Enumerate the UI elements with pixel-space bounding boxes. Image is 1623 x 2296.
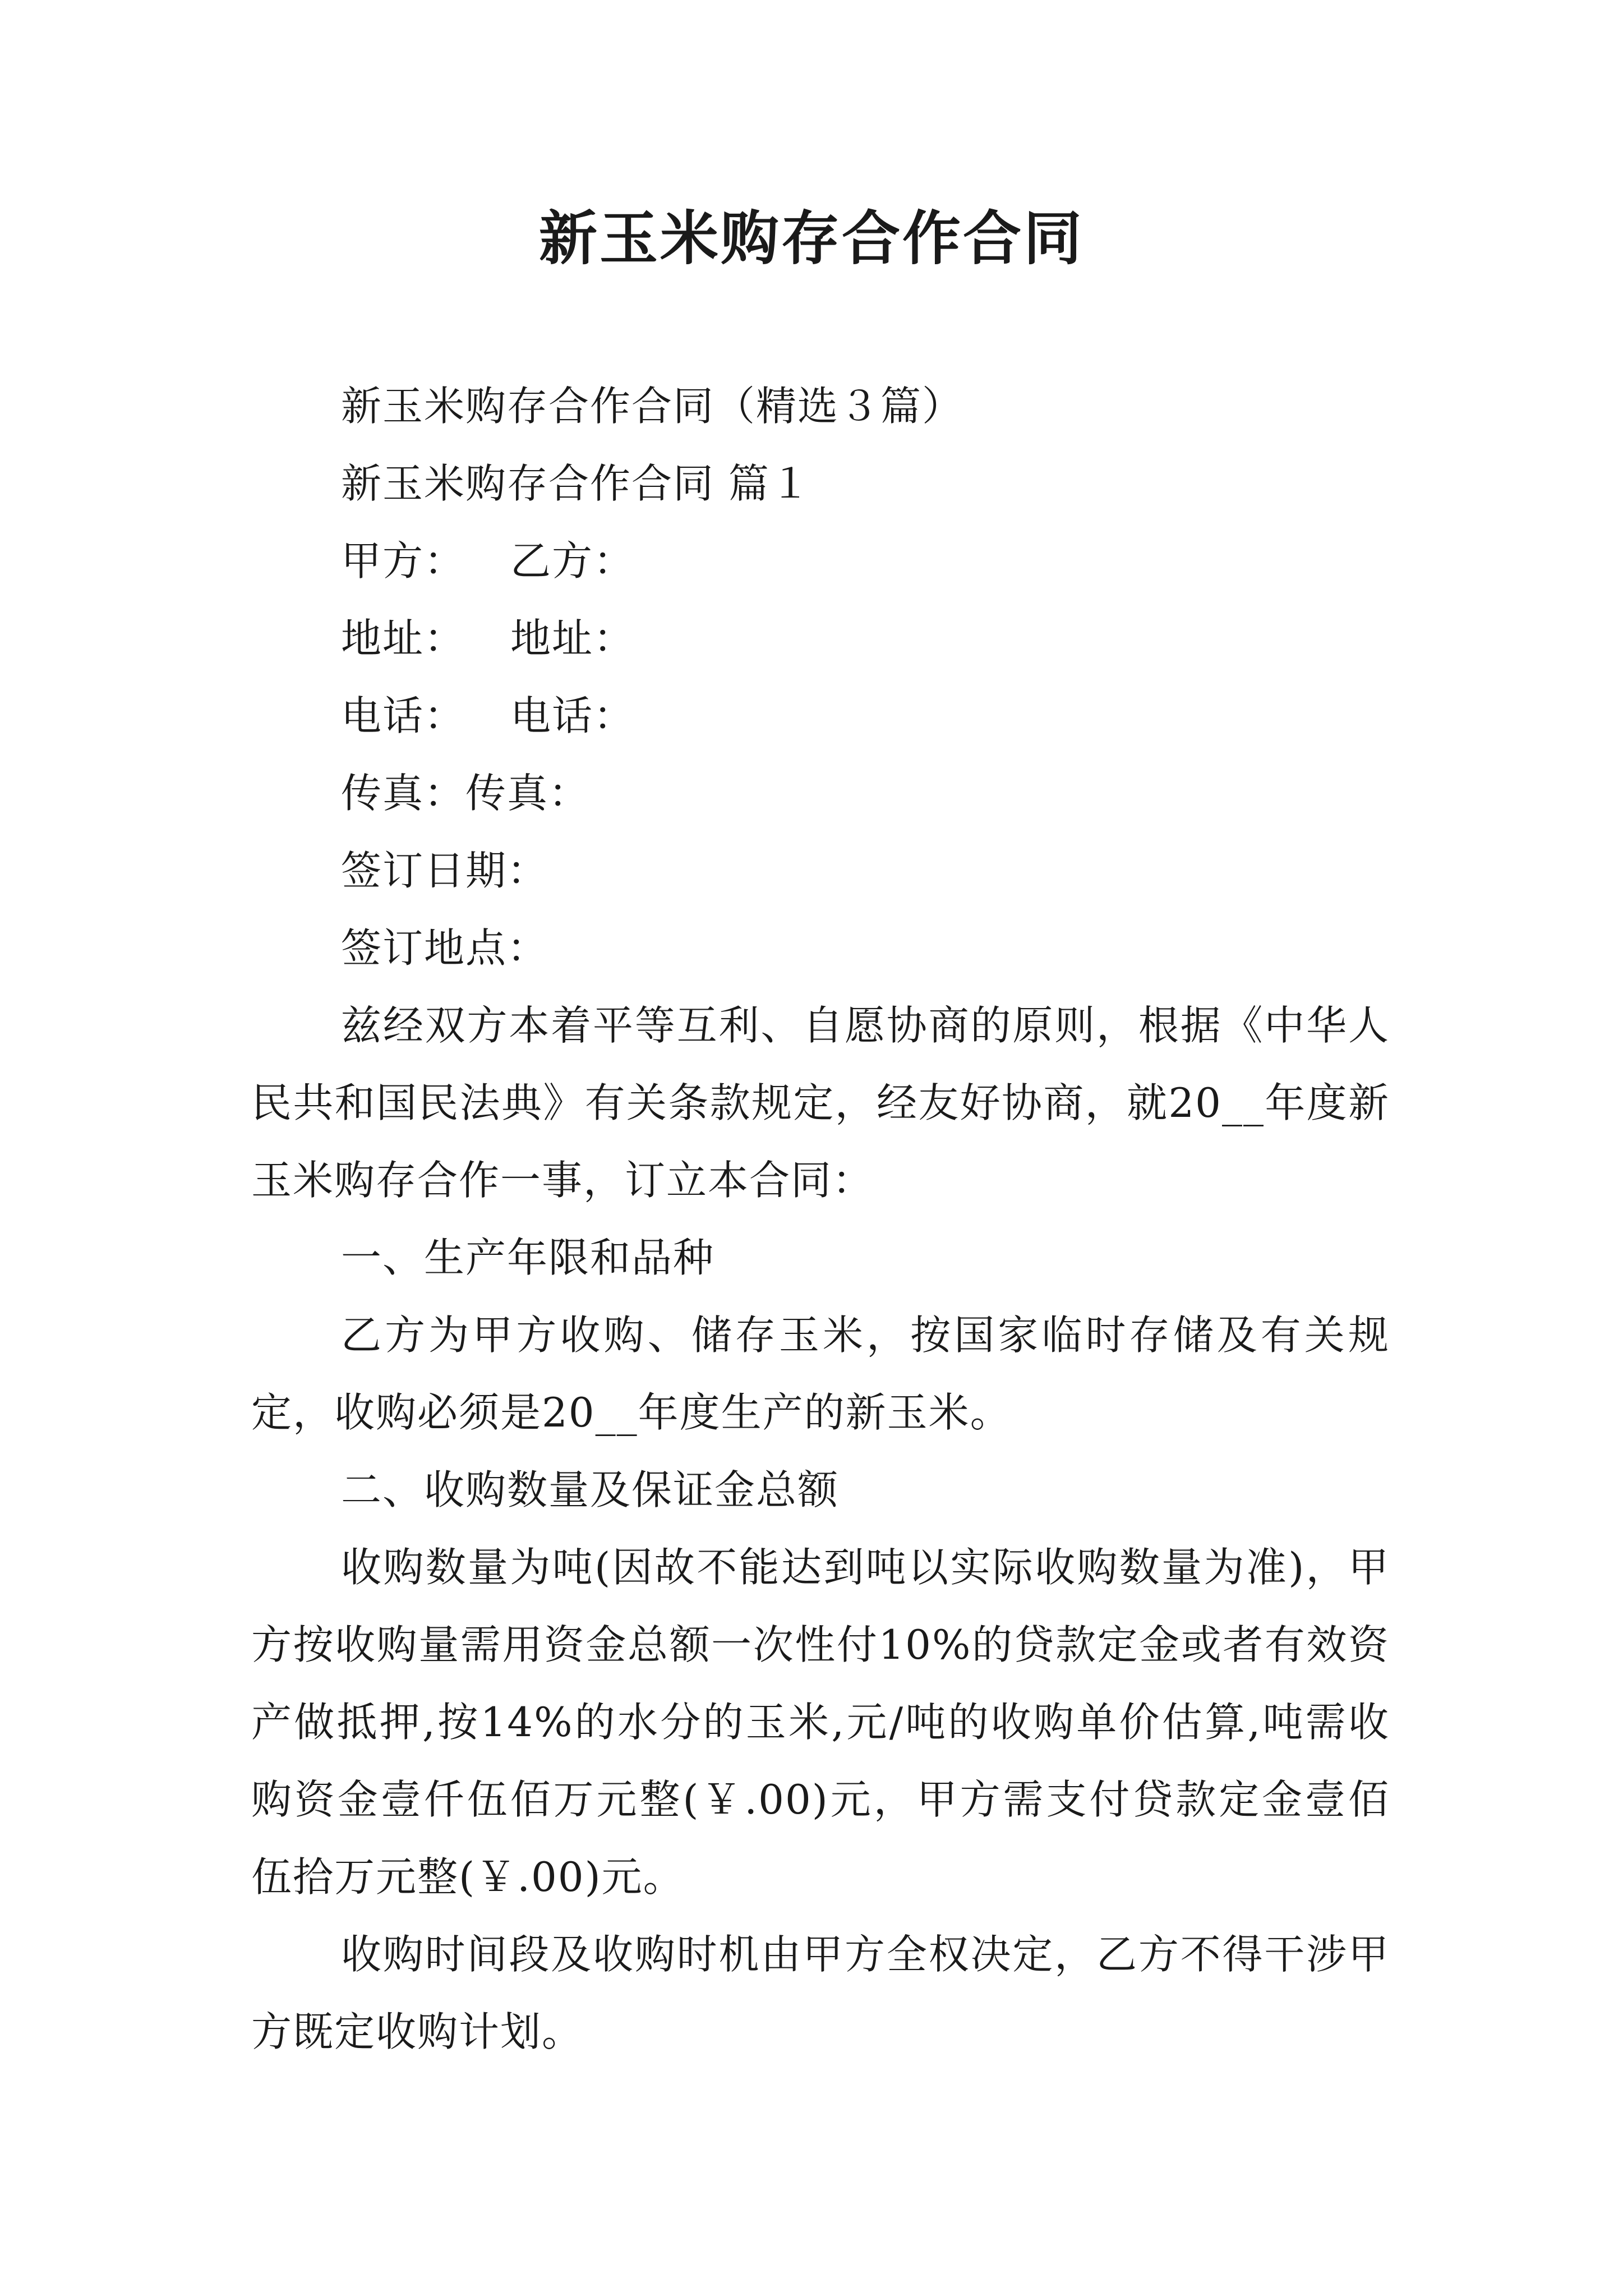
phone-line [251, 677, 1390, 754]
clause-1-paragraph: 乙方为甲方收购、储存玉米，按国家临时存储及有关规定，收购必须是20__年度生产的新玉米。 [251, 1312, 1390, 1436]
phone-b-label: 电话： [510, 692, 635, 739]
party-a-label: 甲方： [341, 537, 466, 585]
phone-a-label: 电话： [341, 692, 466, 739]
document-subtitle: 新玉米购存合作合同（精选３篇） [341, 383, 964, 430]
preamble-paragraph: 兹经双方本着平等互利、自愿协商的原则，根据《中华人民共和国民法典》有关条款规定，经友好协商，就20__年度新玉米购存合作一事，订立本合同： [251, 1002, 1390, 1204]
clause-1-heading: 一、生产年限和品种 [341, 1234, 715, 1281]
clause-2-heading: 二、收购数量及保证金总额 [341, 1466, 840, 1513]
sign-place-line: 签订地点： [341, 924, 549, 972]
address-b-label: 地址： [510, 615, 635, 662]
sign-date-line: 签订日期： [341, 847, 549, 894]
section-heading: 新玉米购存合作合同 篇１ [341, 460, 811, 507]
document-title: 新玉米购存合作合同 [538, 204, 1084, 273]
fax-line: 传真：传真： [341, 770, 591, 817]
party-line [251, 522, 1390, 600]
address-line [251, 600, 1390, 677]
clause-2-paragraph: 收购数量为吨(因故不能达到吨以实际收购数量为准)，甲方按收购量需用资金总额一次性付10%的贷款定金或者有效资产做抵押,按14%的水分的玉米,元/吨的收购单价估算,吨需收购资金壹仟伍佰万元整(￥.00)元，甲方需支付贷款定金壹佰伍拾万元整(￥.00)元。 [251, 1544, 1390, 1901]
address-a-label: 地址： [341, 615, 466, 662]
party-b-label: 乙方： [510, 537, 635, 585]
clause-2-paragraph-2: 收购时间段及收购时机由甲方全权决定，乙方不得干涉甲方既定收购计划。 [251, 1931, 1390, 2055]
document-body [251, 367, 1390, 2070]
